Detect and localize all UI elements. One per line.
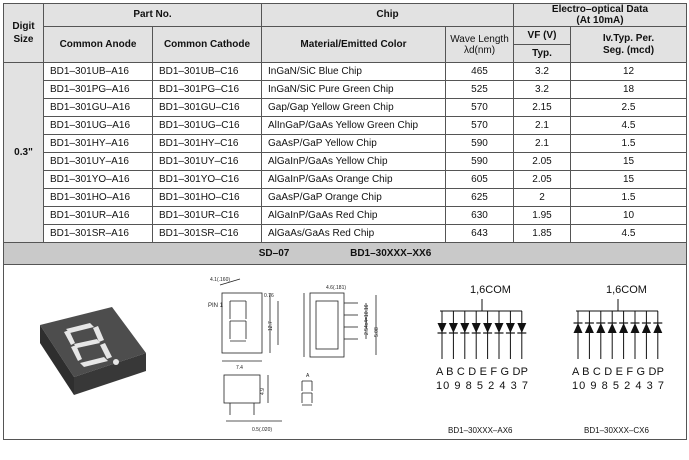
common-cathode-header: Common Cathode bbox=[153, 27, 262, 63]
spec-table bbox=[3, 3, 687, 440]
iv-cell: 1.5 bbox=[571, 135, 687, 153]
cathode-diode-6 bbox=[642, 311, 651, 359]
part-anode-cell: BD1–301YO–A16 bbox=[44, 171, 153, 189]
vf-typ-header: Typ. bbox=[514, 45, 571, 63]
part-anode-cell: BD1–301HO–A16 bbox=[44, 189, 153, 207]
vf-cell: 1.95 bbox=[514, 207, 571, 225]
part-anode-cell: BD1–301SR–A16 bbox=[44, 225, 153, 243]
part-cathode-cell: BD1–301PG–C16 bbox=[153, 81, 262, 99]
wave-length-cell: 590 bbox=[446, 153, 514, 171]
wave-length-cell: 625 bbox=[446, 189, 514, 207]
material-cell: InGaN/SiC Pure Green Chip bbox=[262, 81, 446, 99]
cathode-caption: BD1–30XXX–CX6 bbox=[584, 426, 649, 435]
electro-optical-title: Electro–optical Data bbox=[551, 4, 649, 15]
part-anode-cell: BD1–301UG–A16 bbox=[44, 117, 153, 135]
material-cell: GaAsP/GaP Orange Chip bbox=[262, 189, 446, 207]
dim-label-i: 0.5(.020) bbox=[252, 427, 273, 433]
part-no-header: Part No. bbox=[44, 4, 262, 27]
material-header: Material/Emitted Color bbox=[262, 27, 446, 63]
material-cell: AlGaInP/GaAs Red Chip bbox=[262, 207, 446, 225]
material-cell: AlGaInP/GaAs Yellow Chip bbox=[262, 153, 446, 171]
part-anode-cell: BD1–301UB–A16 bbox=[44, 63, 153, 81]
iv-cell: 10 bbox=[571, 207, 687, 225]
iv-cell: 4.5 bbox=[571, 225, 687, 243]
dim-label-e: 5.08 bbox=[374, 327, 380, 337]
table-row bbox=[4, 153, 687, 171]
digit-size-header-text: Digit Size bbox=[12, 21, 35, 45]
table-row bbox=[4, 117, 687, 135]
iv-cell: 4.5 bbox=[571, 117, 687, 135]
material-cell: InGaN/SiC Blue Chip bbox=[262, 63, 446, 81]
iv-cell: 1.5 bbox=[571, 189, 687, 207]
part-cathode-cell: BD1–301GU–C16 bbox=[153, 99, 262, 117]
anode-segment-letters: A B C D E F G DP bbox=[436, 366, 528, 378]
schematic-anode bbox=[434, 279, 530, 397]
table-row bbox=[4, 135, 687, 153]
cathode-diode-3 bbox=[608, 311, 617, 359]
anode-diode-3 bbox=[472, 311, 481, 359]
common-anode-header: Common Anode bbox=[44, 27, 153, 63]
part-anode-cell: BD1–301GU–A16 bbox=[44, 99, 153, 117]
anode-caption: BD1–30XXX–AX6 bbox=[448, 426, 513, 435]
part-cathode-cell: BD1–301UG–C16 bbox=[153, 117, 262, 135]
wave-length-cell: 525 bbox=[446, 81, 514, 99]
dim-label-top: 4.1(.160) bbox=[210, 277, 231, 283]
table-row bbox=[4, 81, 687, 99]
cathode-diode-0 bbox=[574, 311, 583, 359]
cathode-diode-2 bbox=[596, 311, 605, 359]
datasheet bbox=[3, 3, 686, 457]
anode-diode-0 bbox=[438, 311, 447, 359]
wave-length-cell: 570 bbox=[446, 99, 514, 117]
anode-diode-7 bbox=[517, 311, 526, 359]
iv-header bbox=[571, 27, 687, 63]
vf-cell: 1.85 bbox=[514, 225, 571, 243]
anode-diode-2 bbox=[460, 311, 469, 359]
dim-label-d: 2.54x4=10.16 bbox=[364, 304, 370, 335]
dim-label-a: 4.6(.181) bbox=[326, 285, 347, 291]
cathode-common-label: 1,6COM bbox=[606, 284, 647, 296]
table-row bbox=[4, 225, 687, 243]
cathode-pin-numbers: 10 9 8 5 2 4 3 7 bbox=[572, 380, 664, 392]
vf-cell: 2.15 bbox=[514, 99, 571, 117]
series-bar bbox=[4, 243, 687, 265]
part-cathode-cell: BD1–301YO–C16 bbox=[153, 171, 262, 189]
material-cell: GaAsP/GaP Yellow Chip bbox=[262, 135, 446, 153]
series-part-pattern: BD1–30XXX–XX6 bbox=[350, 247, 432, 259]
part-anode-cell: BD1–301PG–A16 bbox=[44, 81, 153, 99]
spec-rows bbox=[4, 63, 687, 243]
material-cell: AlGaAs/GaAs Red Chip bbox=[262, 225, 446, 243]
vf-cell: 2.1 bbox=[514, 117, 571, 135]
dimension-drawing bbox=[200, 271, 400, 437]
part-cathode-cell: BD1–301SR–C16 bbox=[153, 225, 262, 243]
drawing-area bbox=[4, 265, 687, 440]
anode-diode-1 bbox=[449, 311, 458, 359]
table-row bbox=[4, 189, 687, 207]
pin-a-label: A bbox=[306, 373, 310, 379]
dim-label-f: 7.4 bbox=[236, 365, 243, 371]
anode-pin-numbers: 10 9 8 5 2 4 3 7 bbox=[436, 380, 528, 392]
part-cathode-cell: BD1–301UY–C16 bbox=[153, 153, 262, 171]
part-anode-cell: BD1–301UY–A16 bbox=[44, 153, 153, 171]
vf-header: VF (V) bbox=[514, 27, 571, 45]
pin1-label: PIN 1 bbox=[208, 303, 224, 309]
part-cathode-cell: BD1–301UR–C16 bbox=[153, 207, 262, 225]
cathode-diode-1 bbox=[585, 311, 594, 359]
wave-length-cell: 570 bbox=[446, 117, 514, 135]
cathode-diode-7 bbox=[653, 311, 662, 359]
anode-diode-6 bbox=[506, 311, 515, 359]
dim-label-g: 4.9 bbox=[260, 388, 266, 395]
table-row bbox=[4, 63, 687, 81]
vf-cell: 2.1 bbox=[514, 135, 571, 153]
vf-cell: 3.2 bbox=[514, 63, 571, 81]
digit-size-value: 0.3" bbox=[4, 63, 44, 243]
iv-cell: 18 bbox=[571, 81, 687, 99]
iv-cell: 15 bbox=[571, 153, 687, 171]
iv-cell: 12 bbox=[571, 63, 687, 81]
anode-common-label: 1,6COM bbox=[470, 284, 511, 296]
anode-diode-4 bbox=[483, 311, 492, 359]
cathode-segment-letters: A B C D E F G DP bbox=[572, 366, 664, 378]
iv-title: Iv.Typ. Per. bbox=[602, 32, 655, 44]
wave-length-header bbox=[446, 27, 514, 63]
cathode-diode-5 bbox=[631, 311, 640, 359]
vf-cell: 2 bbox=[514, 189, 571, 207]
wave-length-unit: λd(nm) bbox=[463, 44, 496, 56]
cathode-diode-4 bbox=[619, 311, 628, 359]
wave-length-title: Wave Length bbox=[450, 33, 509, 45]
dim-label-b: 0.76 bbox=[264, 293, 274, 299]
iv-unit: Seg. (mcd) bbox=[602, 44, 655, 56]
electro-optical-header bbox=[514, 4, 687, 27]
vf-cell: 2.05 bbox=[514, 171, 571, 189]
wave-length-cell: 605 bbox=[446, 171, 514, 189]
wave-length-cell: 465 bbox=[446, 63, 514, 81]
iv-cell: 15 bbox=[571, 171, 687, 189]
schematic-cathode bbox=[570, 279, 666, 397]
wave-length-cell: 643 bbox=[446, 225, 514, 243]
part-anode-cell: BD1–301HY–A16 bbox=[44, 135, 153, 153]
material-cell: Gap/Gap Yellow Green Chip bbox=[262, 99, 446, 117]
material-cell: AlGaInP/GaAs Orange Chip bbox=[262, 171, 446, 189]
dim-label-c: 12.7 bbox=[268, 321, 274, 331]
part-cathode-cell: BD1–301HY–C16 bbox=[153, 135, 262, 153]
material-cell: AlInGaP/GaAs Yellow Green Chip bbox=[262, 117, 446, 135]
wave-length-cell: 590 bbox=[446, 135, 514, 153]
digit-size-header bbox=[4, 4, 44, 63]
chip-header: Chip bbox=[262, 4, 514, 27]
vf-cell: 3.2 bbox=[514, 81, 571, 99]
wave-length-cell: 630 bbox=[446, 207, 514, 225]
table-row bbox=[4, 207, 687, 225]
table-row bbox=[4, 99, 687, 117]
table-row bbox=[4, 171, 687, 189]
display-photo bbox=[34, 285, 154, 403]
part-cathode-cell: BD1–301HO–C16 bbox=[153, 189, 262, 207]
part-cathode-cell: BD1–301UB–C16 bbox=[153, 63, 262, 81]
part-anode-cell: BD1–301UR–A16 bbox=[44, 207, 153, 225]
series-package: SD–07 bbox=[258, 247, 290, 259]
vf-cell: 2.05 bbox=[514, 153, 571, 171]
anode-diode-5 bbox=[495, 311, 504, 359]
iv-cell: 2.5 bbox=[571, 99, 687, 117]
electro-optical-current: (At 10mA) bbox=[576, 15, 624, 26]
